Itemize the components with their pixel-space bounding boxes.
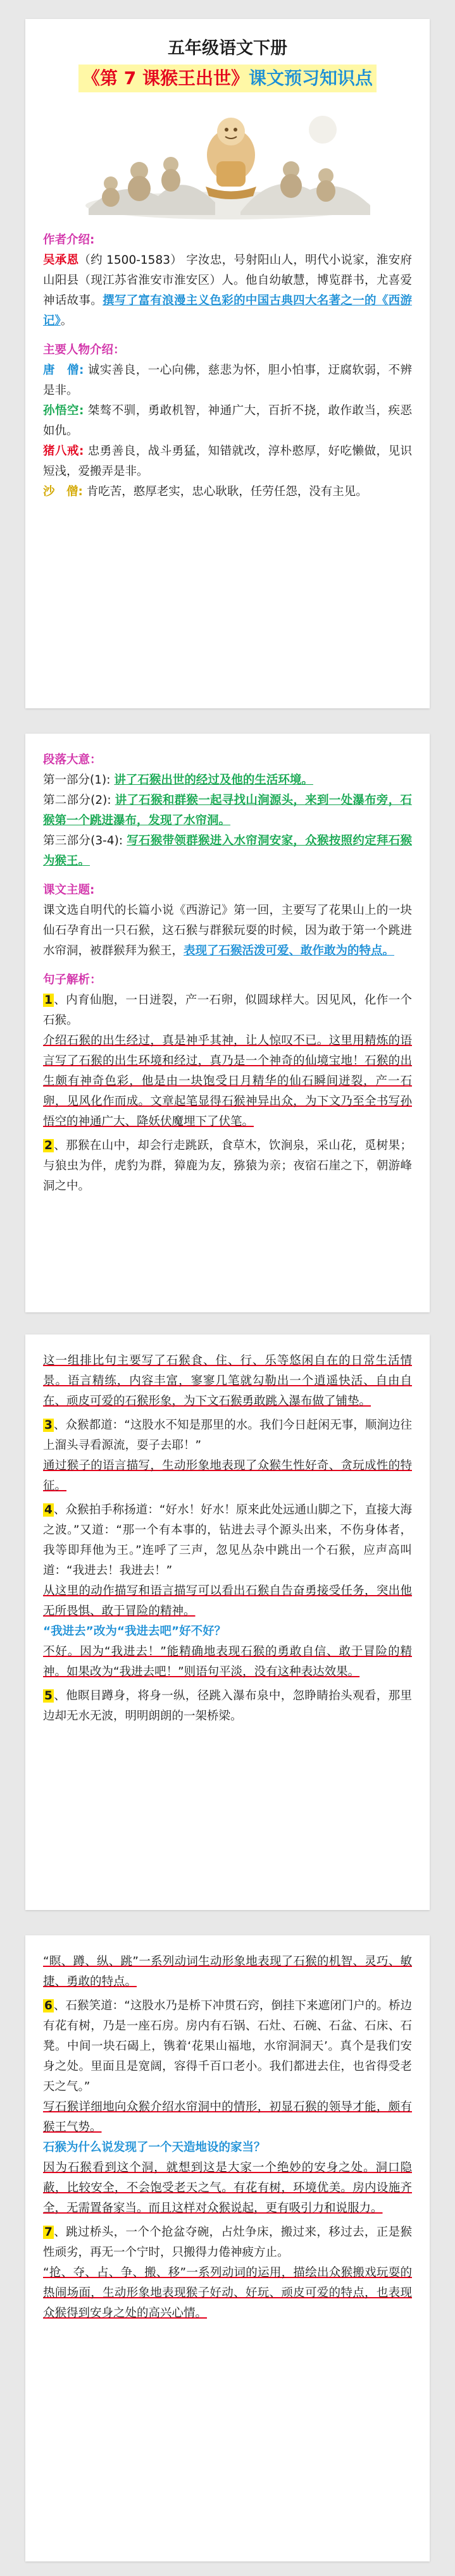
analysis-question: “我进去”改为“我进去吧”好不好？ [43, 1625, 227, 1638]
analysis-quote: 2 、那猴在山中，却会行走跳跃，食草木，饮涧泉，采山花，觅树果；与狼虫为伴，虎豹为群，獐鹿为友，猕猿为亲；夜宿石崖之下，朝游峰洞之中。 [43, 1139, 412, 1193]
analysis-heading: 句子解析： [43, 973, 102, 987]
title-lesson-name: 《第 7 课猴王出世》 [82, 68, 249, 89]
character-item: 唐 僧: 诚实善良，一心向佛，慈悲为怀，胆小怕事，迂腐软弱，不辨是非。 [43, 364, 412, 397]
analysis-explain: 从这里的动作描写和语言描写可以看出石猴自告奋勇接受任务，突出他无所畏惧、敢于冒险的精神。 [43, 1584, 412, 1618]
author-name: 吴承恩 [43, 254, 79, 267]
analysis-quote: 4 、众猴拍手称扬道：“好水！好水！原来此处远通山脚之下，直接大海之波。”又道：“那一个有本事的，钻进去寻个源头出来，不伤身体者，我等即拜他为王。”连呼了三声，忽见丛杂中跳出一个石猴，应声高叫道：“我进去！我进去！” [43, 1503, 412, 1577]
analysis-explain: 写石猴详细地向众猴介绍水帘洞中的情形，初显石猴的领导才能，颇有猴王气势。 [43, 2100, 412, 2134]
theme-heading: 课文主题: [43, 884, 95, 897]
author-text: 吴承恩（约 1500-1583） 字汝忠，号射阳山人，明代小说家，淮安府山阳县（现江苏省淮安市淮安区）人。他自幼敏慧，博览群书，尤喜爱神话故事。撰写了富有浪漫主义色彩的中国古典四大名著之一的《西游记》。 [43, 254, 412, 328]
card-sections [25, 734, 430, 1312]
title-lesson [78, 65, 377, 92]
section-item: 第二部分(2): 讲了石猴和群猴一起寻找山涧源头，来到一处瀑布旁，石猴第一个跳进瀑布，发现了水帘洞。 [43, 794, 412, 827]
card-intro [25, 19, 430, 708]
author-heading: 作者介绍: [43, 233, 95, 247]
section-item: 第三部分(3-4): 写石猴带领群猴进入水帘洞安家，众猴按照约定拜石猴为猴王。 [43, 834, 412, 868]
analysis-quote: 3 、众猴都道：“这股水不知是那里的水。我们今日赶闲无事，顺涧边往上溜头寻看源流，耍子去耶！” [43, 1419, 412, 1452]
character-item: 猪八戒: 忠勇善良，战斗勇猛，知错就改，淳朴憨厚，好吃懒做，见识短浅，爱搬弄是非。 [43, 445, 412, 478]
analysis-answer: 不好。因为“我进去！”能精确地表现石猴的勇敢自信、敢于冒险的精神。如果改为“我进去吧！”则语句平淡，没有这种表达效果。 [43, 1645, 412, 1679]
author-bio: （约 1500-1583） 字汝忠，号射阳山人，明代小说家，淮安府山阳县（现江苏省淮安市淮安区）人。他自幼敏慧，博览群书，尤喜爱神话故事。 [43, 254, 412, 307]
card-analysis-3 [25, 1935, 430, 2561]
theme-highlight: 表现了石猴活泼可爱、敢作敢为的特点。 [184, 944, 395, 958]
card-analysis-2 [25, 1334, 430, 1910]
analysis-explain: “瞑、蹲、纵、跳”一系列动词生动形象地表现了石猴的机智、灵巧、敏捷、勇敢的特点。 [43, 1955, 412, 1988]
theme-text: 课文选自明代的长篇小说《西游记》第一回，主要写了花果山上的一块仙石孕育出一只石猴，这石猴与群猴玩耍的时候，因为敢于第一个跳进水帘洞，被群猴拜为猴王，表现了石猴活泼可爱、敢作敢为的特点。 [43, 904, 412, 958]
author-highlight: 撰写了富有浪漫主义色彩的中国古典四大名著之一的《西游记》 [43, 294, 412, 328]
character-item: 孙悟空: 桀骜不驯，勇敢机智，神通广大，百折不挠，敢作敢当，疾恶如仇。 [43, 404, 412, 438]
title-grade: 五年级语文下册 [168, 39, 287, 58]
sections-heading: 段落大意： [43, 753, 102, 767]
title-lesson-subtitle: 课文预习知识点 [248, 68, 373, 89]
analysis-question: 石猴为什么说发现了一个天造地设的家当？ [43, 2141, 266, 2154]
characters-heading: 主要人物介绍： [43, 343, 125, 357]
monkey-king-illustration-icon [82, 101, 373, 221]
analysis-explain: “抢、夺、占、争、搬、移”一系列动词的运用，描绘出众猴搬戏玩耍的热闹场面，生动形象地表现猴子好动、好玩、顽皮可爱的特点，也表现众猴得到安身之处的高兴心情。 [43, 2266, 412, 2320]
analysis-explain: 通过猴子的语言描写，生动形象地表现了众猴生性好奇、贪玩成性的特征。 [43, 1459, 412, 1493]
title-block [43, 35, 412, 92]
analysis-answer: 因为石猴看到这个洞，就想到这是大家一个绝妙的安身之处。洞口隐蔽，比较安全，不会饱受老天之气。有花有树，环境优美。房内设施齐全，无需置备家当。而且这样对众猴说起，更有吸引力和说服力。 [43, 2161, 412, 2215]
analysis-quote: 6 、石猴笑道：“这股水乃是桥下冲贯石窍，倒挂下来遮闭门户的。桥边有花有树，乃是一座石房。房内有石锅、石灶、石碗、石盆、石床、石凳。中间一块石碣上，镌着‘花果山福地，水帘洞洞天’。真个是我们安身之处。里面且是宽阔，容得千百口老小。我们都进去住，也省得受老天之气。” [43, 1999, 412, 2093]
analysis-quote: 7 、跳过桥头，一个个抢盆夺碗，占灶争床，搬过来，移过去，正是猴性顽劣，再无一个宁时，只搬得力倦神疲方止。 [43, 2226, 412, 2259]
section-item: 第一部分(1): 讲了石猴出世的经过及他的生活环境。 [43, 773, 313, 787]
analysis-quote: 1 、内育仙胞，一日迸裂，产一石卵，似圆球样大。因见风，化作一个石猴。 [43, 994, 412, 1027]
character-item: 沙 僧: 肯吃苦，憨厚老实，忠心耿耿，任劳任怨，没有主见。 [43, 485, 368, 498]
analysis-explain: 介绍石猴的出生经过，真是神乎其神，让人惊叹不已。这里用精炼的语言写了石猴的出生环境和经过，真乃是一个神奇的仙境宝地！石猴的出生颇有神奇色彩，他是由一块饱受日月精华的仙石瞬间迸裂，产一石卵，见风化作而成。文章起笔显得石猴神异出众，为下文乃至全书写孙悟空的神通广大、降妖伏魔埋下了伏笔。 [43, 1034, 412, 1128]
analysis-explain: 这一组排比句主要写了石猴食、住、行、乐等悠闲自在的日常生活情景。语言精练，内容丰富，寥寥几笔就勾勒出一个逍遥快活、自由自在、顽皮可爱的石猴形象，为下文石猴勇敢跳入瀑布做了铺垫。 [43, 1354, 412, 1408]
analysis-quote: 5 、他瞑目蹲身，将身一纵，径跳入瀑布泉中，忽睁睛抬头观看，那里边却无水无波，明明朗朗的一架桥梁。 [43, 1689, 412, 1723]
